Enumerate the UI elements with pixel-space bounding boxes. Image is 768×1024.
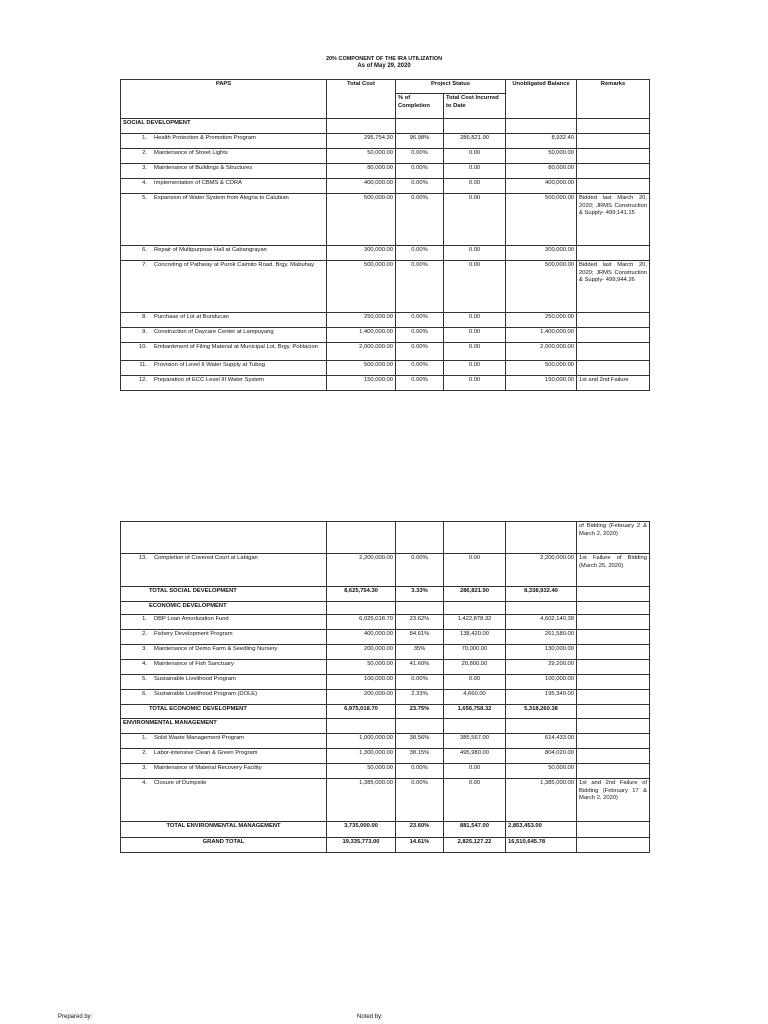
row-name: Fishery Development Program [154, 631, 233, 637]
row-cost: 500,000.00 [327, 361, 396, 376]
row-paps [121, 376, 327, 391]
row-name: Expansion of Water System from Alegria to Calubian [154, 195, 289, 201]
row-cost: 400,000.00 [327, 630, 396, 645]
table-row [121, 615, 650, 630]
row-cost: 1,385,000.00 [327, 779, 396, 822]
row-incurred: 0.00 [444, 194, 506, 246]
row-name: Preparation of ECC Level III Water System [154, 377, 264, 383]
row-name: Construction of Daycare Center at Lampuyang [154, 329, 274, 335]
row-paps [121, 361, 327, 376]
table-row [121, 764, 650, 779]
row-cost: 50,000.00 [327, 764, 396, 779]
table-row [121, 194, 650, 246]
row-paps [121, 630, 327, 645]
ira-table-part2 [120, 521, 650, 853]
row-incurred: 70,000.00 [444, 645, 506, 660]
row-incurred: 0.00 [444, 343, 506, 361]
table-row [121, 630, 650, 645]
row-incurred: 0.00 [444, 554, 506, 587]
row-incurred: 0.00 [444, 361, 506, 376]
report-title: 20% COMPONENT OF THE IRA UTILIZATION [325, 56, 443, 62]
row-remarks [577, 690, 650, 705]
row-paps [121, 149, 327, 164]
row-balance: 614,433.00 [506, 734, 577, 749]
row-remarks [577, 361, 650, 376]
row-number: 5. [142, 676, 147, 682]
section-social: SOCIAL DEVELOPMENT [121, 119, 327, 134]
row-pct: 0.00% [396, 361, 444, 376]
row-pct: 41.60% [396, 660, 444, 675]
row-cost: 1,400,000.00 [327, 328, 396, 343]
row-number: 11. [139, 362, 147, 368]
row-paps [121, 615, 327, 630]
row-remarks [577, 179, 650, 194]
row-paps [121, 749, 327, 764]
row-number: 6. [142, 691, 147, 697]
row-number: 4. [142, 661, 147, 667]
total-social-row: TOTAL SOCIAL DEVELOPMENT 8,625,754.30 3.33% 286,821.90 8,338,932.40 [121, 587, 650, 602]
row-cost: 500,000.00 [327, 194, 396, 246]
table-row [121, 164, 650, 179]
row-balance: 2,000,000.00 [506, 343, 577, 361]
row-paps [121, 246, 327, 261]
row-pct: 0.00% [396, 261, 444, 313]
row-balance: 50,000.00 [506, 149, 577, 164]
row-paps [121, 764, 327, 779]
row-number: 3. [142, 765, 147, 771]
row-cost: 300,000.00 [327, 246, 396, 261]
table-row [121, 779, 650, 822]
row-remarks: 1st and 2nd Failure of Bidding (February 17 & March 2, 2020) [577, 779, 650, 822]
row-pct: 0.00% [396, 779, 444, 822]
noted-by-label: Noted by: [357, 1014, 383, 1020]
row-pct: 35% [396, 645, 444, 660]
row-name: Maintenance of Material Recovery Facility [154, 765, 262, 771]
table-row [121, 261, 650, 313]
row-number: 2. [142, 750, 147, 756]
row-remarks: 1st Failure of Bidding (March 25, 2020) [577, 554, 650, 587]
row-number: 3. [142, 165, 147, 171]
row-balance: 1,400,000.00 [506, 328, 577, 343]
row-name: Sustainable Livelihood Program (DOLE) [154, 691, 258, 697]
row-name: Maintenance of Street Lights [154, 150, 228, 156]
col-header-pct-completion: % of Completion [396, 94, 444, 119]
row-incurred: 0.00 [444, 675, 506, 690]
row-number: 4. [142, 780, 147, 786]
table-row [121, 660, 650, 675]
row-number: 1. [142, 616, 147, 622]
row-cost: 400,000.00 [327, 179, 396, 194]
row-paps [121, 690, 327, 705]
row-remarks [577, 164, 650, 179]
row-paps [121, 134, 327, 149]
row-balance: 261,580.00 [506, 630, 577, 645]
row-pct: 0.00% [396, 164, 444, 179]
row-incurred: 0.00 [444, 261, 506, 313]
row-cost: 200,000.00 [327, 645, 396, 660]
row-remarks [577, 313, 650, 328]
row-name: Health Protection & Promotion Program [154, 135, 256, 141]
row-cost: 200,000.00 [327, 690, 396, 705]
row-paps [121, 343, 327, 361]
row-cost: 150,000.00 [327, 376, 396, 391]
table-row [121, 313, 650, 328]
row-name: Solid Waste Management Program [154, 735, 244, 741]
col-header-total-cost: Total Cost [327, 80, 396, 119]
row-incurred: 1,422,878.32 [444, 615, 506, 630]
row-balance: 500,000.00 [506, 194, 577, 246]
row-remarks [577, 630, 650, 645]
row-number: 10. [138, 344, 147, 350]
row-incurred: 0.00 [444, 179, 506, 194]
row-pct: 23.62% [396, 615, 444, 630]
row-number: 2. [142, 150, 147, 156]
row-cost: 250,000.00 [327, 313, 396, 328]
report-date: As of May 29, 2020 [357, 63, 411, 69]
row-balance: 4,602,140.38 [506, 615, 577, 630]
row-number: 9. [142, 329, 147, 335]
row-remarks: 1st and 2nd Failure [577, 376, 650, 391]
row-cost: 295,754.30 [327, 134, 396, 149]
row-name: DBP Loan Amortization Fund [154, 616, 229, 622]
row-incurred: 0.00 [444, 764, 506, 779]
section-environmental: ENVIRONMENTAL MANAGEMENT [121, 719, 327, 734]
row-number: 13. [138, 555, 147, 561]
row-balance: 29,200.00 [506, 660, 577, 675]
row-remarks [577, 149, 650, 164]
row-name: Labor-intensive Clean & Green Program [154, 750, 258, 756]
row-incurred: 286,821.90 [444, 134, 506, 149]
row-name: Closure of Dumpsite [154, 780, 207, 786]
ira-table-part1 [120, 79, 650, 391]
table-row [121, 675, 650, 690]
row-cost: 50,000.00 [327, 660, 396, 675]
row-name: Maintenance of Buildings & Structures [154, 165, 253, 171]
row-remarks [577, 328, 650, 343]
table-row [121, 343, 650, 361]
total-economic-row: TOTAL ECONOMIC DEVELOPMENT 6,975,018.70 23.75% 1,656,758.32 5,318,260.38 [121, 705, 650, 719]
table-row [121, 645, 650, 660]
row-pct: 0.00% [396, 179, 444, 194]
row-balance: 100,000.00 [506, 675, 577, 690]
table-row [121, 749, 650, 764]
row-remarks: Bidded last March 20, 2020; JRMS Construction & Supply- 499,141.15 [577, 194, 650, 246]
row-cost: 500,000.00 [327, 261, 396, 313]
row-pct: 2.33% [396, 690, 444, 705]
row-pct: 38.15% [396, 749, 444, 764]
row-incurred: 0.00 [444, 149, 506, 164]
row-name: Purchase of Lot at Bunducan [154, 314, 229, 320]
row-remarks [577, 764, 650, 779]
row-balance: 500,000.00 [506, 361, 577, 376]
row-name: Sustainable Livelihood Program [154, 676, 236, 682]
col-header-paps: PAPS [121, 80, 327, 119]
row-pct: 38.56% [396, 734, 444, 749]
table-row [121, 246, 650, 261]
row-balance: 1,385,000.00 [506, 779, 577, 822]
row-balance: 195,340.00 [506, 690, 577, 705]
row-incurred: 0.00 [444, 313, 506, 328]
row-number: 7. [142, 262, 147, 268]
row-number: 1. [142, 135, 147, 141]
row-paps [121, 179, 327, 194]
row-remarks [577, 343, 650, 361]
row-balance: 80,000.00 [506, 164, 577, 179]
row-pct: 0.00% [396, 328, 444, 343]
row-paps [121, 675, 327, 690]
row-number: 1. [142, 735, 147, 741]
row-cost: 1,300,000.00 [327, 749, 396, 764]
row-pct: 96.98% [396, 134, 444, 149]
row-number: 6. [142, 247, 147, 253]
row-remarks [577, 734, 650, 749]
row-incurred: 0.00 [444, 246, 506, 261]
row-number: 3. [142, 646, 147, 652]
row-name: Concreting of Pathway at Purok Caimito Road, Brgy. Mabuhay [154, 262, 315, 268]
col-header-remarks: Remarks [577, 80, 650, 119]
row-pct: 0.00% [396, 764, 444, 779]
row-name: Implementation of CBMS & CDRA [154, 180, 242, 186]
row-cost: 1,000,000.00 [327, 734, 396, 749]
row-name: Maintenance of Fish Sanctuary [154, 661, 234, 667]
row-incurred: 0.00 [444, 164, 506, 179]
total-environmental-row: TOTAL ENVIRONMENTAL MANAGEMENT 3,735,000.00 23.60% 881,547.00 2,853,453.00 [121, 822, 650, 838]
row-paps [121, 779, 327, 822]
row-remarks [577, 660, 650, 675]
col-header-unobligated: Unobligated Balance [506, 80, 577, 119]
row-balance: 804,020.00 [506, 749, 577, 764]
row-remarks [577, 615, 650, 630]
row-incurred: 0.00 [444, 779, 506, 822]
row-incurred: 138,420.00 [444, 630, 506, 645]
row-remarks [577, 749, 650, 764]
row-pct: 0.00% [396, 675, 444, 690]
row-incurred: 495,980.00 [444, 749, 506, 764]
row-incurred: 20,800.00 [444, 660, 506, 675]
row-pct: 0.00% [396, 313, 444, 328]
row-paps [121, 645, 327, 660]
row-balance: 250,000.00 [506, 313, 577, 328]
table-row [121, 376, 650, 391]
row-incurred: 0.00 [444, 376, 506, 391]
row-cost: 100,000.00 [327, 675, 396, 690]
row-number: 2. [142, 631, 147, 637]
table-row [121, 554, 650, 587]
table-row [121, 361, 650, 376]
row-remarks: Bidded last March 20, 2020; JRMS Construction & Supply- 499,944.26 [577, 261, 650, 313]
row-cost: 2,000,000.00 [327, 343, 396, 361]
row-balance: 130,000.00 [506, 645, 577, 660]
col-header-project-status: Project Status [396, 80, 506, 94]
row-pct: 0.00% [396, 376, 444, 391]
row-number: 8. [142, 314, 147, 320]
row-paps [121, 734, 327, 749]
row-remarks [577, 246, 650, 261]
row-number: 4. [142, 180, 147, 186]
row-pct: 0.00% [396, 246, 444, 261]
row-cost: 2,200,000.00 [327, 554, 396, 587]
row-number: 5. [142, 195, 147, 201]
row-balance: 2,200,000.00 [506, 554, 577, 587]
section-economic: ECONOMIC DEVELOPMENT [121, 602, 327, 615]
row-paps [121, 313, 327, 328]
row-remarks [577, 675, 650, 690]
row-pct: 84.61% [396, 630, 444, 645]
row-name: Completion of Covered Court at Labigan [154, 555, 258, 561]
row-name: Repair of Multipurpose Hall at Cabangrayan [154, 247, 267, 253]
row-balance: 300,000.00 [506, 246, 577, 261]
row-pct: 0.00% [396, 554, 444, 587]
row-paps [121, 328, 327, 343]
row-remarks [577, 134, 650, 149]
row-balance: 8,932.40 [506, 134, 577, 149]
table-row [121, 328, 650, 343]
table-row [121, 134, 650, 149]
row-cost: 6,025,018.70 [327, 615, 396, 630]
continued-remarks: of Bidding (February 2 & March 2, 2020) [577, 522, 650, 554]
row-incurred: 4,660.00 [444, 690, 506, 705]
row-paps [121, 660, 327, 675]
row-pct: 0.00% [396, 194, 444, 246]
table-row [121, 149, 650, 164]
prepared-by-label: Prepared by: [58, 1014, 93, 1020]
row-incurred: 0.00 [444, 328, 506, 343]
row-balance: 50,000.00 [506, 764, 577, 779]
row-name: Provision of Level II Water Supply at Tubog [154, 362, 265, 368]
row-name: Maintenance of Demo Farm & Seedling Nursery [154, 646, 278, 652]
row-paps [121, 261, 327, 313]
grand-total-row: GRAND TOTAL 19,335,773.00 14.61% 2,825,127.22 16,510,645.78 [121, 838, 650, 853]
row-cost: 80,000.00 [327, 164, 396, 179]
row-balance: 400,000.00 [506, 179, 577, 194]
row-name: Embankment of Filing Material at Municipal Lot, Brgy. Poblacion [154, 344, 318, 350]
row-balance: 500,000.00 [506, 261, 577, 313]
row-paps [121, 194, 327, 246]
row-incurred: 385,567.00 [444, 734, 506, 749]
col-header-total-incurred: Total Cost Incurred to Date [444, 94, 506, 119]
row-paps [121, 164, 327, 179]
row-cost: 50,000.00 [327, 149, 396, 164]
table-row [121, 690, 650, 705]
row-balance: 150,000.00 [506, 376, 577, 391]
row-pct: 0.00% [396, 343, 444, 361]
table-row [121, 734, 650, 749]
table-row [121, 179, 650, 194]
row-remarks [577, 645, 650, 660]
row-number: 12. [138, 377, 147, 383]
row-pct: 0.00% [396, 149, 444, 164]
